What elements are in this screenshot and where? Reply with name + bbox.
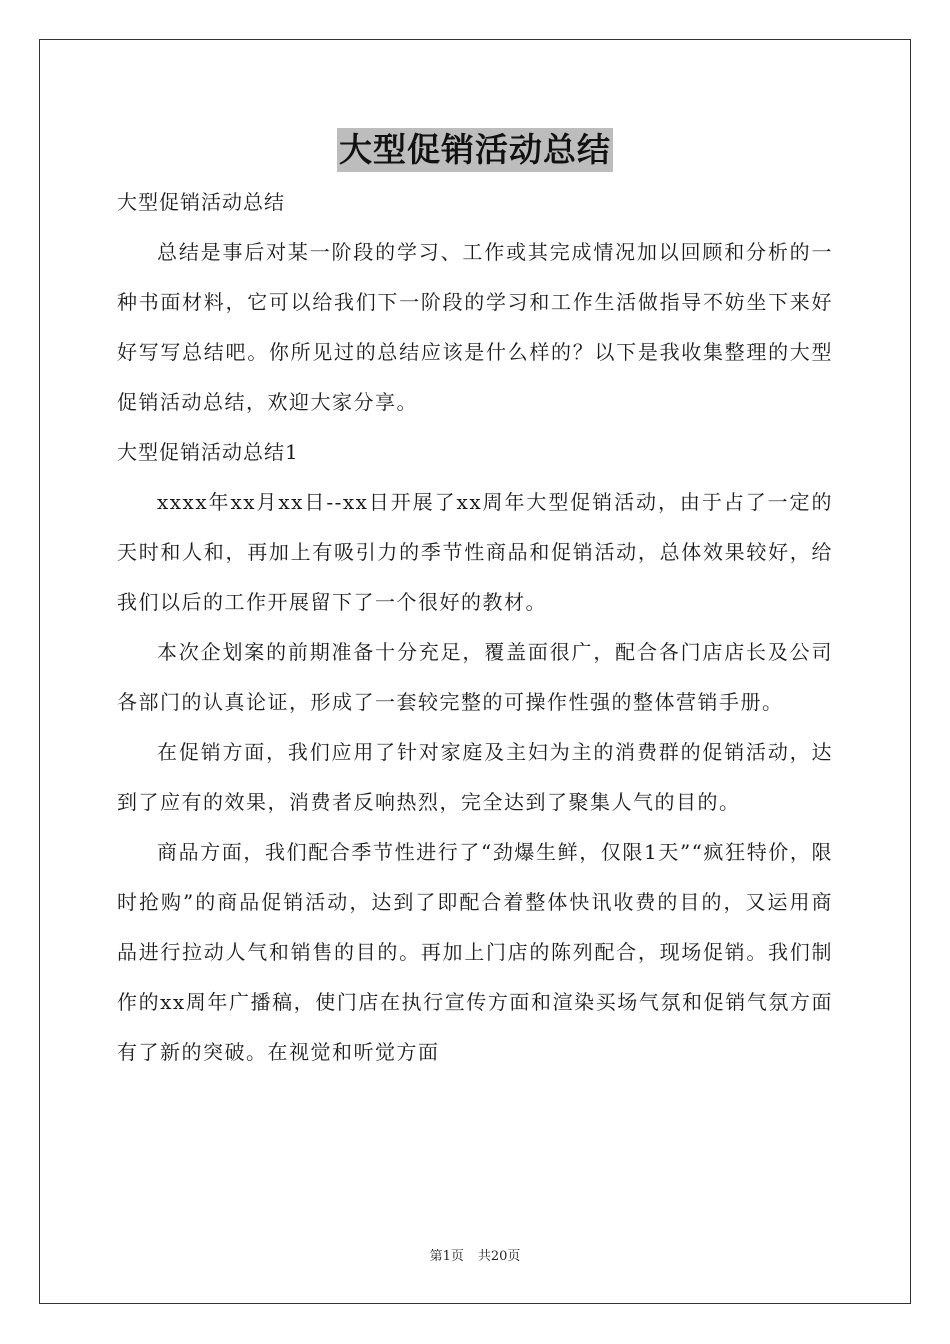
body-paragraph: 本次企划案的前期准备十分充足，覆盖面很广，配合各门店店长及公司各部门的认真论证，形成了一套较完整的可操作性强的整体营销手册。 <box>117 640 833 714</box>
page-total: 共20页 <box>477 1249 521 1264</box>
intro-paragraph: 总结是事后对某一阶段的学习、工作或其完成情况加以回顾和分析的一种书面材料，它可以给我们下一阶段的学习和工作生活做指导不妨坐下来好好写写总结吧。你所见过的总结应该是什么样的？以下是我收集整理的大型促销活动总结，欢迎大家分享。 <box>117 240 833 414</box>
document-body <box>117 177 833 1077</box>
body-paragraph: xxxx年xx月xx日--xx日开展了xx周年大型促销活动，由于占了一定的天时和人和，再加上有吸引力的季节性商品和促销活动，总体效果较好，给我们以后的工作开展留下了一个很好的教材。 <box>117 490 833 614</box>
document-title: 大型促销活动总结 <box>337 128 613 172</box>
page-number: 第1页 <box>429 1249 464 1264</box>
page-footer <box>0 1248 950 1266</box>
document-subtitle: 大型促销活动总结 <box>117 190 285 214</box>
title-area <box>0 128 950 172</box>
body-paragraph: 在促销方面，我们应用了针对家庭及主妇为主的消费群的促销活动，达到了应有的效果，消费者反响热烈，完全达到了聚集人气的目的。 <box>117 740 833 814</box>
body-paragraph: 商品方面，我们配合季节性进行了“劲爆生鲜，仅限1天”“疯狂特价，限时抢购”的商品促销活动，达到了即配合着整体快讯收费的目的，又运用商品进行拉动人气和销售的目的。再加上门店的陈列配合，现场促销。我们制作的xx周年广播稿，使门店在执行宣传方面和渲染买场气氛和促销气氛方面有了新的突破。在视觉和听觉方面 <box>117 840 833 1064</box>
section-heading: 大型促销活动总结1 <box>117 440 299 464</box>
